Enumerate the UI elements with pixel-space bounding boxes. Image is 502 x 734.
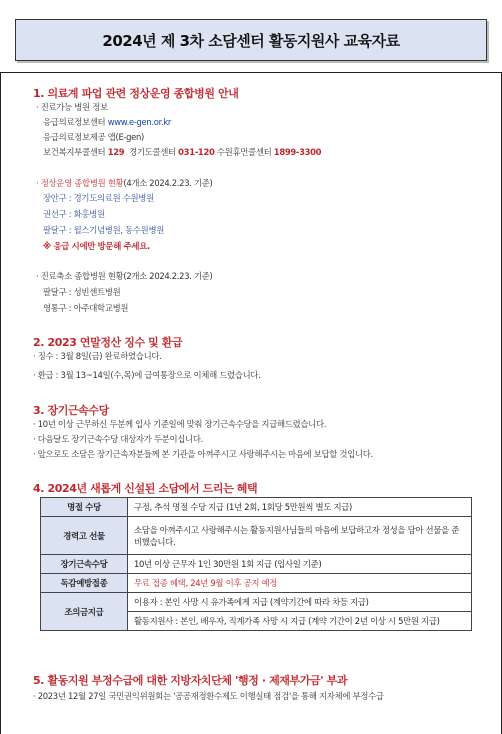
benefit-text: 구정, 추석 명절 수당 지급 (1년 2회, 1회당 5만원씩 별도 지급): [128, 498, 472, 517]
callcenter-mohw-number: 129: [107, 147, 125, 157]
table-row: [41, 517, 472, 555]
s1-callcenters: [43, 146, 321, 158]
section-2-heading: 2. 2023 연말정산 징수 및 환급: [33, 336, 183, 349]
s3-line-2: · 다음달도 장기근속수당 대상자가 두분이십니다.: [33, 434, 203, 444]
egen-link[interactable]: www.e-gen.or.kr: [107, 117, 172, 127]
callcenter-gyeonggi-label: 경기도콜센터: [129, 147, 176, 157]
section-5-heading: 5. 활동지원 부정수급에 대한 지방자치단체 '행정 · 제재부가금' 부과: [33, 674, 348, 687]
s5-line-1: · 2023년 12월 27일 국민권익위원회는 '공공재정환수제도 이행실태 점검'을 통해 지자체에 부정수급: [33, 691, 384, 701]
section-4-heading: 4. 2024년 새롭게 신설된 소담에서 드리는 혜택: [33, 482, 258, 495]
s1-reduced-title: [36, 270, 213, 282]
s2-refund: · 환급 : 3월 13~14일(수,목)에 급여통장으로 이체해 드렸습니다.: [33, 370, 261, 380]
benefit-text: 활동지원사 : 본인, 배우자, 직계가족 사망 시 지급 (계약 기간이 2년 이상 시 5만원 지급): [128, 611, 471, 630]
s3-line-3: · 앞으로도 소담은 장기근속자분들께 본 기관을 아껴주시고 사랑해주시는 마음에 보답할 것입니다.: [33, 449, 373, 459]
reduced-hospitals-title: · 진료축소 종합병원 현황: [36, 271, 124, 281]
callcenter-suwon-label: 수원휴먼콜센터: [216, 147, 272, 157]
hospital-jangan: 장안구 : 경기도의료원 수원병원: [43, 193, 154, 203]
s1-egen-app: 응급의료정보제공 앱(E-gen): [43, 132, 144, 142]
normal-hospitals-title: · 정상운영 종합병원 현황: [36, 178, 124, 188]
s1-available-info: · 진료가능 병원 정보: [36, 102, 108, 112]
normal-hospitals-note: (4개소 2024.2.23. 기준): [123, 178, 213, 188]
benefit-label: 장기근속수당: [41, 555, 128, 574]
table-row: [41, 498, 472, 517]
section-3-heading: 3. 장기근속수당: [33, 404, 109, 417]
s1-egen-label: 응급의료정보센터: [43, 117, 106, 127]
benefit-text: 소담을 아껴주시고 사랑해주시는 활동지원사님들의 마음에 보답하고자 정성을 담아 선물을 준비했습니다.: [128, 517, 472, 555]
benefit-text: 이용자 : 본인 사망 시 유가족에게 지급 (계약기간에 따라 차등 지급): [134, 597, 369, 607]
table-row: [41, 555, 472, 574]
benefits-table: [40, 497, 472, 631]
benefit-label: 경력고 선물: [41, 517, 128, 555]
hospital-paldal: 팔달구 : 윌스기념병원, 동수원병원: [43, 225, 165, 235]
table-row: [41, 593, 472, 631]
hospital-gwonseon: 권선구 : 화홍병원: [43, 209, 105, 219]
s1-egen-line: [43, 116, 171, 128]
emergency-warning: ※ 응급 시에만 방문해 주세요.: [43, 241, 150, 251]
s2-collection: · 징수 : 3월 8일(금) 완료하였습니다.: [33, 351, 162, 361]
reduced-hospitals-note: (2개소 2024.2.23. 기준): [123, 271, 213, 281]
document-title: 2024년 제 3차 소담센터 활동지원사 교육자료: [15, 19, 487, 61]
benefit-text-group: [128, 593, 472, 631]
benefit-label: 독감예방접종: [41, 574, 128, 593]
reduced-paldal: 팔달구 : 성빈센트병원: [43, 287, 121, 297]
table-row: [41, 574, 472, 593]
callcenter-suwon-number: 1899-3300: [273, 147, 322, 157]
reduced-yeongtong: 영통구 : 아주대학교병원: [43, 303, 129, 313]
s3-line-1: · 10년 이상 근무하신 두분께 입사 기준일에 맞춰 장기근속수당을 지급해드렸습니다.: [33, 419, 327, 429]
callcenter-gyeonggi-number: 031-120: [178, 147, 215, 157]
callcenter-mohw-label: 보건복지부콜센터: [43, 147, 106, 157]
benefit-text: 무료 접종 혜택, 24년 9월 이후 공지 예정: [128, 574, 472, 593]
benefit-label: 조의금지급: [41, 593, 128, 631]
section-1-heading: 1. 의료계 파업 관련 정상운영 종합병원 안내: [33, 87, 239, 100]
s1-normal-title: [36, 177, 213, 189]
benefit-text: 10년 이상 근무자 1인 30만원 1회 지급 (입사일 기준): [128, 555, 472, 574]
benefit-label: 명절 수당: [41, 498, 128, 517]
